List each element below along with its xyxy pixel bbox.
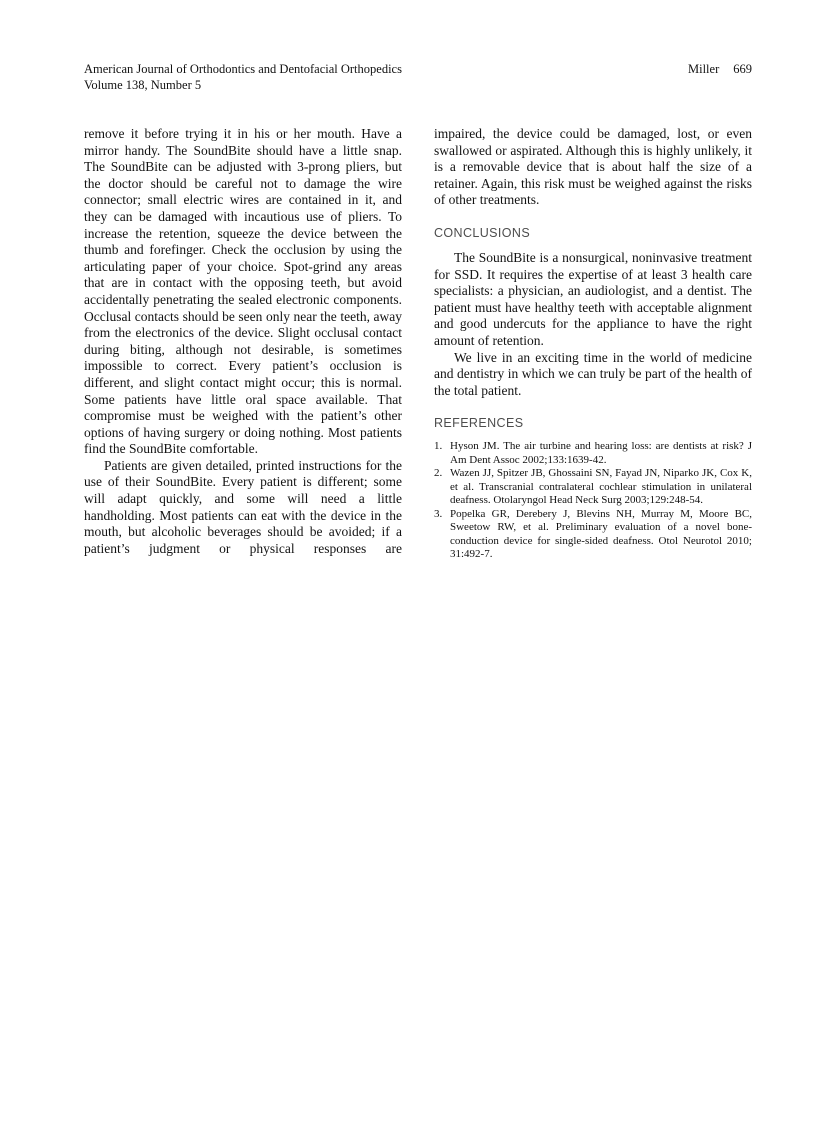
page-number: 669 [733, 62, 752, 76]
author-page-block [688, 61, 752, 77]
paragraph: We live in an exciting time in the world of medicine and dentistry in which we can truly be part of the health of the total patient. [434, 349, 752, 398]
paragraph: impaired, the device could be damaged, lost, or even swallowed or aspirated. Although this is highly unlikely, it is a removable device that is about half the size of a retainer. Again, this risk must be weighed against the risks of other treatments. [434, 126, 752, 208]
journal-title-block [84, 61, 402, 93]
reference-number: 1. [434, 440, 443, 453]
left-column [84, 126, 402, 562]
journal-issue: Volume 138, Number 5 [84, 78, 202, 92]
reference-number: 3. [434, 507, 443, 520]
references-list [434, 440, 752, 562]
right-column [434, 126, 752, 562]
paragraph: Patients are given detailed, printed instructions for the use of their SoundBite. Every patient is different; some will adapt quickly, and some will need a little handholding. Most patients can eat with the device in the mouth, but alcoholic beverages should be avoided; if a patient’s judgment or physical responses are [84, 457, 402, 556]
reference-item [434, 467, 752, 508]
reference-text: Wazen JJ, Spitzer JB, Ghossaini SN, Fayad JN, Niparko JK, Cox K, et al. Transcranial contralateral cochlear stimulation in unilateral deafness. Otolaryngol Head Neck Surg 2003;129:248-54. [450, 467, 752, 507]
author-name: Miller [688, 62, 720, 76]
article-body [84, 126, 752, 562]
reference-item [434, 440, 752, 467]
reference-item [434, 508, 752, 562]
paragraph: The SoundBite is a nonsurgical, noninvasive treatment for SSD. It requires the expertise of at least 3 health care specialists: a physician, an audiologist, and a dentist. The patient must have healthy teeth with acceptable alignment and good undercuts for the appliance to have the right amount of retention. [434, 249, 752, 348]
references-heading: REFERENCES [434, 416, 524, 431]
reference-number: 2. [434, 467, 443, 480]
journal-name: American Journal of Orthodontics and Dentofacial Orthopedics [84, 62, 402, 76]
paragraph: remove it before trying it in his or her mouth. Have a mirror handy. The SoundBite should have a little snap. The SoundBite can be adjusted with 3-prong pliers, but the doctor should be careful not to damage the wire connector; small electric wires are contained in it, and they can be damaged with incautious use of pliers. To increase the retention, squeeze the device between the thumb and forefinger. Check the occlusion by using the articulating paper of your choice. Spot-grind any areas that are in contact with the opposing teeth, but avoid accidentally penetrating the sealed electronic components. Occlusal contacts should be seen only near the teeth, away from the electronics of the device. Slight occlusal contact during biting, although not desirable, is sometimes impossible to correct. Every patient’s occlusion is different, and slight contact might occur; this is normal. Some patients have little oral space available. That compromise must be weighed with the patient’s other options of having surgery or doing nothing. Most patients find the SoundBite comfortable. [84, 126, 402, 457]
reference-text: Hyson JM. The air turbine and hearing loss: are dentists at risk? J Am Dent Assoc 2002;133:1639-42. [450, 440, 752, 466]
conclusions-heading: CONCLUSIONS [434, 225, 531, 240]
page-header [84, 61, 752, 93]
reference-text: Popelka GR, Derebery J, Blevins NH, Murray M, Moore BC, Sweetow RW, et al. Preliminary evaluation of a novel bone-conduction device for single-sided deafness. Otol Neurotol 2010; 31:492-7. [450, 507, 752, 561]
